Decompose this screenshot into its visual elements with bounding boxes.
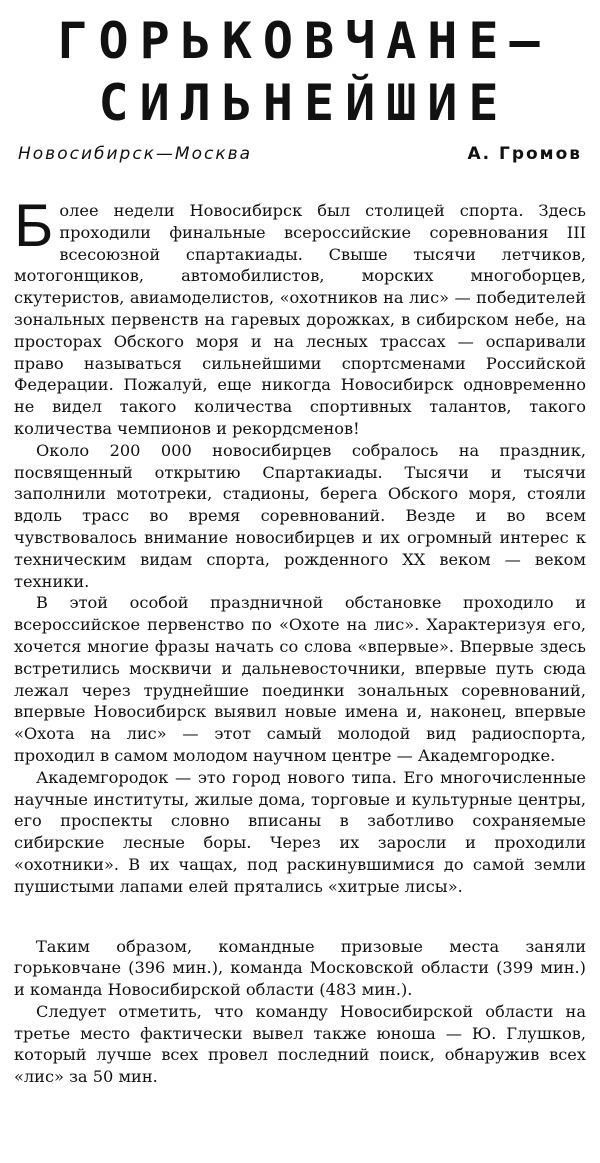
paragraph-4: Академгородок — это город нового типа. Его многочисленные научные институты, жилые дома, торговые и культурные центры, его проспекты словно вписаны в заботливо сохраняемые сибирские лесные боры. Через их заросли и проходили «охотники». В их чащах, под раскинувшимися до самой земли пушистыми лапами елей прятались «хитрые лисы». <box>14 767 586 896</box>
headline-line-1: ГОРЬКОВЧАНЕ— <box>57 12 551 70</box>
article-body <box>14 192 586 1088</box>
headline <box>14 10 586 134</box>
drop-cap: Б <box>14 192 54 259</box>
paragraph-5: Таким образом, командные призовые места заняли горьковчане (396 мин.), команда Московской области (399 мин.) и команда Новосибирской области (483 мин.). <box>14 936 586 1000</box>
headline-line-2: СИЛЬНЕЙШИЕ <box>98 74 510 132</box>
paragraph-6: Следует отметить, что команду Новосибирской области на третье место фактически вывел также юноша — Ю. Глушков, который лучше всех провел последний поиск, обнаружив всех «лис» за 50 мин. <box>14 1001 586 1087</box>
paragraph-3: В этой особой праздничной обстановке проходило и всероссийское первенство по «Охоте на лис». Характеризуя его, хочется многие фразы начать со слова «впервые». Впервые здесь встретились москвичи и дальневосточники, впервые путь сюда лежал через труднейшие поединки зональных соревнований, впервые Новосибирск выявил новые имена и, наконец, впервые «Охота на лис» — этот самый молодой вид радиоспорта, проходил в самом молодом научном центре — Академгородке. <box>14 593 586 765</box>
section-gap <box>14 898 586 936</box>
dateline-place: Новосибирск—Москва <box>18 144 253 164</box>
paragraph-1-text: олее недели Новосибирск был столицей спорта. Здесь проходили финальные всероссийские соревнования III всесоюзной спартакиады. Свыше тысячи летчиков, мотогонщиков, автомобилистов, морских многоборцев, скутеристов, авиамоделистов, «охотников на лис» — победителей зональных первенств на гаревых дорожках, в сибирском небе, на просторах Обского моря и на лесных трассах — оспаривали право называться сильнейшими спортсменами Российской Федерации. Пожалуй, еще никогда Новосибирск одновременно не видел такого количества спортивных талантов, такого количества чемпионов и рекордсменов! <box>14 201 586 438</box>
author-byline: А. Громов <box>467 144 582 164</box>
paragraph-2: Около 200 000 новосибирцев собралось на праздник, посвященный открытию Спартакиады. Тысячи и тысячи заполнили мототреки, стадионы, берега Обского моря, стояли вдоль трасс во время соревнований. Везде и во всем чувствовалось внимание новосибирцев и их огромный интерес к техническим видам спорта, рожденного XX веком — веком техники. <box>14 440 586 591</box>
dateline <box>14 144 586 164</box>
paragraph-1 <box>14 192 586 440</box>
